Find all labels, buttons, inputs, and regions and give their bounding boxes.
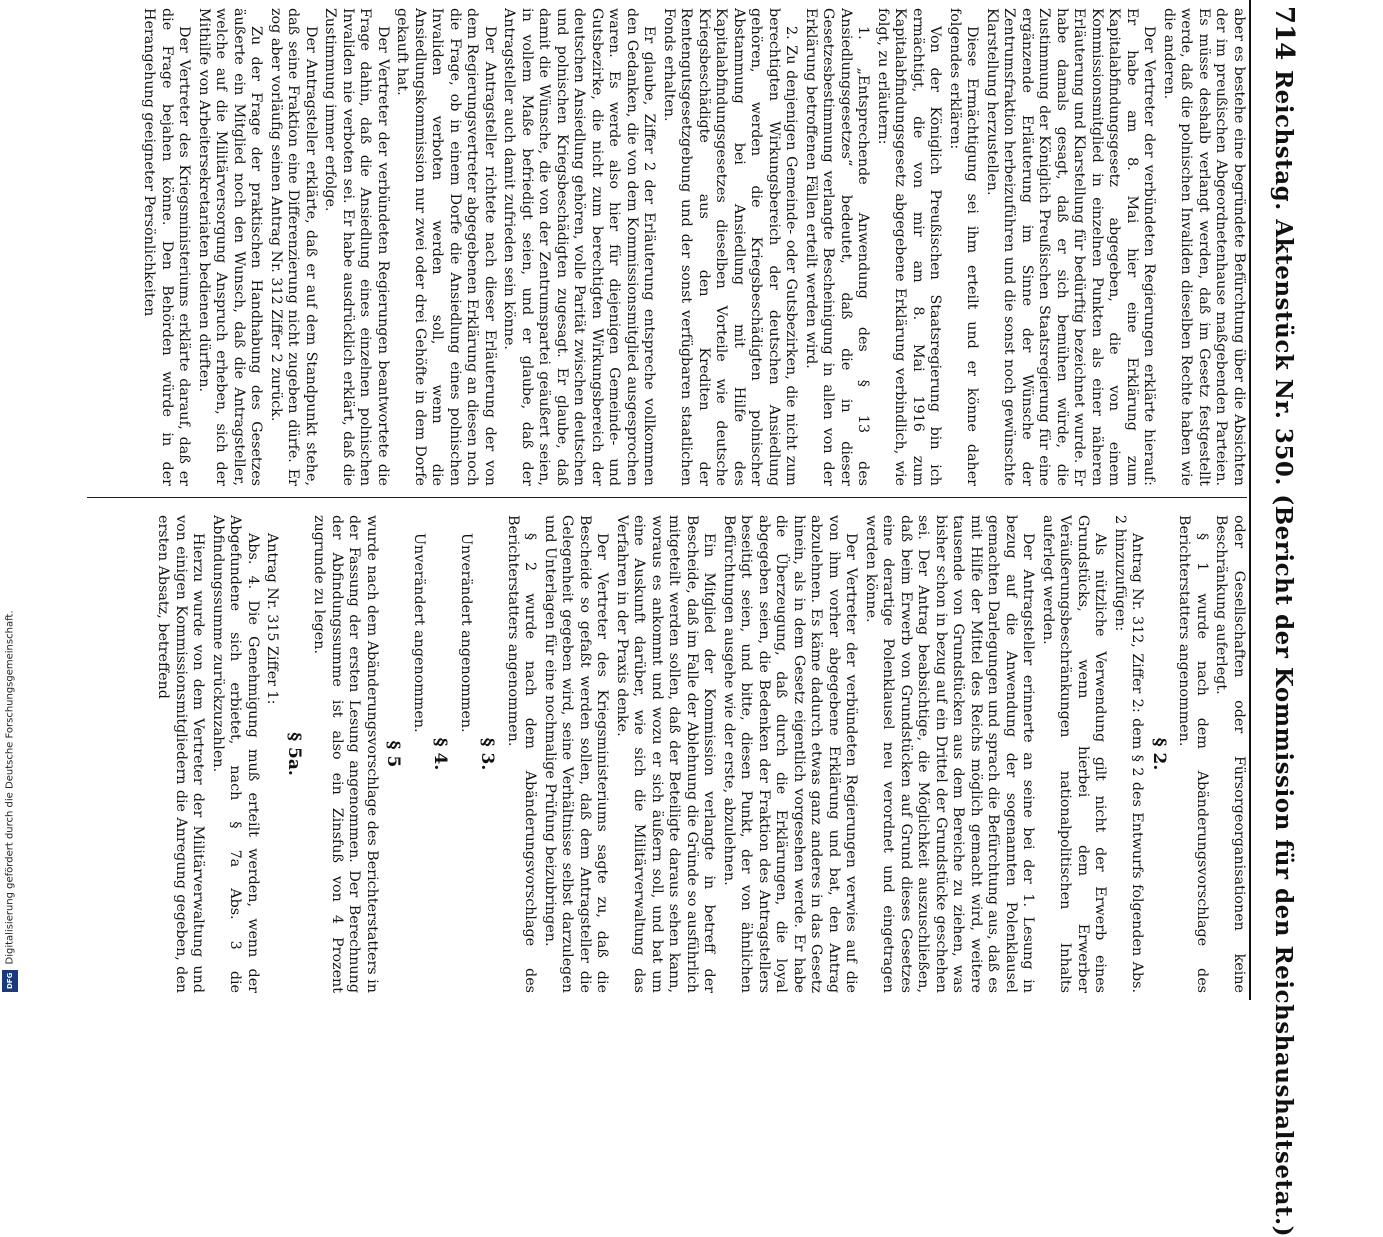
paragraph: § 1 wurde nach dem Abänderungsvorschlage des Berichterstatters angenommen. (1176, 515, 1210, 993)
paragraph: oder Gesellschaften oder Fürsorgeorganisationen keine Beschränkung auferlegt. (1213, 515, 1247, 993)
paragraph: Unverändert angenommen. (411, 533, 427, 733)
paragraph: Diese Ermächtigung sei ihm erteilt und er könne daher folgendes erklären: (947, 8, 981, 486)
section-heading: § 2. (1149, 737, 1169, 771)
paragraph: Abs. 4. Die Genehmigung muß erteilt werden, wenn der Abgefundene sich erbietet, nach § 7a Abs. 3 die Abfindungssumme zurückzuzahlen. (210, 515, 261, 993)
paragraph: Antrag Nr. 315 Ziffer 1: (264, 533, 281, 705)
header-rule (1249, 0, 1251, 1000)
paragraph: aber es bestehe eine begründete Befürchtung über die Absichten der im preußischen Abgeordnetenhause maßgebenden Parteien. Es müsse deshalb verlangt werden, daß im Gesetz festgestellt werde, daß die polnischen Invaliden dieselben Rechte haben wie die anderen. (1161, 8, 1247, 486)
document-page (75, 0, 1305, 1237)
paragraph: wurde nach dem Abänderungsvorschlage des Berichterstatters in der Fassung der ersten Lesung angenommen. Der Berechnung der Abfindungssumme ist also ein Zinsfuß von 4 Prozent zugrunde zu legen. (311, 515, 380, 993)
paragraph: Der Vertreter des Kriegsministeriums erklärte darauf, daß er die Frage bejahen könne. Den Behörden würde in der Herangehung geeigneter Persönlichkeiten (141, 8, 193, 486)
paragraph: Antrag Nr. 312, Ziffer 2: dem § 2 des Entwurfs folgenden Abs. 2 hinzuzufügen: (1112, 515, 1146, 993)
digitization-note-text: Digitalisierung gefördert durch die Deutsche Forschungsgemeinschaft. (4, 610, 16, 965)
section-heading: § 5 (383, 740, 404, 768)
section-heading: § 5a. (284, 732, 304, 776)
paragraph: Der Vertreter des Kriegsministeriums sagte zu, daß die Bescheide so gefaßt werden sollen, daß dem Antragsteller die Gelegenheit gegeben wird, seine Verhältnisse selbst darzulegen und Unterlagen für eine nochmalige Prüfung beizubringen. (542, 515, 611, 993)
paragraph: Er glaube, Ziffer 2 der Erläuterung entspreche vollkommen den Gedanken, die von dem Kommissionsmitglied ausgesprochen waren. Es werde also hier für diejenigen Gemeinde- und Gutsbezirke, die nicht zum berechtigten Wirkungsbereich der deutschen Ansiedlung gehören, volle Parität zwischen deutschen und polnischen Kriegsbeschädigten zugesagt. Er glaube, daß damit die Wünsche, die von der Zentrumspartei geäußert seien, in vollem Maße befriedigt seien, und er glaube, daß der Antragsteller auch damit zufrieden sein könne. (501, 8, 658, 486)
left-column (87, 8, 1247, 486)
digitization-strip (0, 0, 20, 1000)
page-header (1255, 0, 1299, 1237)
paragraph: Von der Königlich Preußischen Staatsregierung bin ich ermächtigt, die von mir am 8. Mai 1916 zum Kapitalabfindungsgesetz abgegebene Erklärung verbindlich, wie folgt, zu erläutern: (875, 8, 944, 486)
paragraph: Der Antragsteller erklärte, daß er auf dem Standpunkt stehe, daß seine Fraktion eine Differenzierung nicht zugeben dürfe. Er zog aber vorläufig seinen Antrag Nr. 312 Ziffer 2 zurück. (268, 8, 319, 486)
right-column (87, 515, 1247, 993)
digitization-note (3, 4, 19, 994)
page-number: 714 (1269, 6, 1299, 61)
section-heading: § 4. (430, 737, 451, 771)
paragraph: Als nützliche Verwendung gilt nicht der Erwerb eines Grundstücks, wenn hierbei dem Erwerber Veräußerungsbeschränkungen nationalpolitischen Inhalts auferlegt werden. (1040, 515, 1109, 993)
paragraph: Der Vertreter der verbündeten Regierungen beantwortete die Frage dahin, daß die Ansiedlung eines einzelnen polnischen Invaliden nie verboten sei. Er habe ausdrücklich erklärt, daß die Zustimmung immer erfolge. (322, 8, 391, 486)
paragraph: Hierzu wurde von dem Vertreter der Militärverwaltung und von einigen Kommissionsmitgliedern die Anregung gegeben, den ersten Absatz, betreffend (155, 515, 207, 993)
paragraph: 2. Zu denjenigen Gemeinde- oder Gutsbezirken, die nicht zum berechtigten Wirkungsbereich der deutschen Ansiedlung gehören, werden die Kriegsbeschädigten polnischer Abstammung bei Ansiedlung mit Hilfe des Kapitalabfindungsgesetzes dieselben Vorteile wie deutsche Kriegsbeschädigte aus den Krediten der Rentengutsgesetzgebung und der sonst verfügbaren staatlichen Fonds erhalten. (661, 8, 800, 486)
paragraph: Der Vertreter der verbündeten Regierungen verwies auf die von ihm vorher abgegebene Erklärung und bat, den Antrag abzulehnen. Es käme dadurch etwas ganz anderes in das Gesetz hinein, als in dem Gesetz eigentlich vorgesehen werde. Er habe die Überzeugung, daß durch die Erklärungen, die loyal abgegeben seien, die Bedenken der Fraktion des Antragstellers beseitigt seien, und bitte, diesen Punkt, der von ähnlichen Befürchtungen ausgehe wie der erste, abzulehnen. (721, 515, 860, 993)
paragraph: Zu der Frage der praktischen Handhabung des Gesetzes äußerte ein Mitglied noch den Wunsch, daß die Antragsteller, welche auf die Militärversorgung Anspruch erheben, sich der Mithilfe von Arbeitersekretariaten bedienen dürften. (196, 8, 265, 486)
paragraph: Der Antragsteller richtete nach dieser Erläuterung der von dem Regierungsvertreter abgegebenen Erklärung an diesen noch die Frage, ob in einem Dorfe die Ansiedlung eines polnischen Invaliden verboten werden soll, wenn die Ansiedlungskommission nur zwei oder drei Gehöfte in dem Dorfe gekauft hat. (394, 8, 498, 486)
paragraph: Ein Mitglied der Kommission verlangte in betreff der Bescheide, daß im Falle der Ablehnung die Gründe so ausführlich mitgeteilt werden sollen, daß der Beteiligte daraus sehen kann, woraus es ankommt und wozu er sich äußern soll, und bat um eine Auskunft darüber, wie sich die Militärverwaltung das Verfahren in der Praxis denke. (614, 515, 718, 993)
paragraph: Der Vertreter der verbündeten Regierungen erklärte hierauf: Er habe am 8. Mai hier eine Erklärung zum Kapitalabfindungsgesetz abgegeben, die von einem Kommissionsmitglied in einzelnen Punkten als einer näheren Erläuterung und Klarstellung für bedürftig bezeichnet wurde. Er habe damals gesagt, daß er sich bemühen würde, die Zustimmung der Königlich Preußischen Staatsregierung für eine ergänzende Erläuterung im Sinne der Wünsche der Zentrumsfraktion herbeizuführen und die sonst noch gewünschte Klarstellung herzustellen. (984, 8, 1158, 486)
dfg-logo: DFG (2, 970, 18, 992)
paragraph: 1. „Entsprechende Anwendung des § 13 des Ansiedlungsgesetzes“ bedeutet, daß die in dieser Gesetzesbestimmung verlangte Bescheinigung in allen von der Erklärung betroffenen Fällen erteilt werden wird. (803, 8, 872, 486)
paragraph: Der Antragsteller erinnerte an seine bei der 1. Lesung in bezug auf die Anwendung der sogenannten Polenklausel gemachten Darlegungen und sprach die Befürchtung aus, daß es mit Hilfe der Mittel des Reichs möglich gemacht wird, weitere tausende von Grundstücken aus dem Bereiche zu ziehen, was bisher schon in bezug auf ein Drittel der Grundstücke geschehen sei. Der Antrag beabsichtige, die Möglichkeit auszuschließen, daß beim Erwerb von Grundstücken auf Grund dieses Gesetzes eine derartige Polenklausel neu verordnet und eingetragen werden könne. (863, 515, 1037, 993)
paragraph: Unverändert angenommen. (458, 533, 474, 733)
running-head: Reichstag. Aktenstück Nr. 350. (Bericht der Kommission für den Reichshaushaltsetat.) (1270, 70, 1297, 1237)
column-divider (87, 497, 1247, 498)
paragraph: § 2 wurde nach dem Abänderungsvorschlage des Berichterstatters angenommen. (505, 515, 539, 993)
section-heading: § 3. (477, 737, 498, 771)
